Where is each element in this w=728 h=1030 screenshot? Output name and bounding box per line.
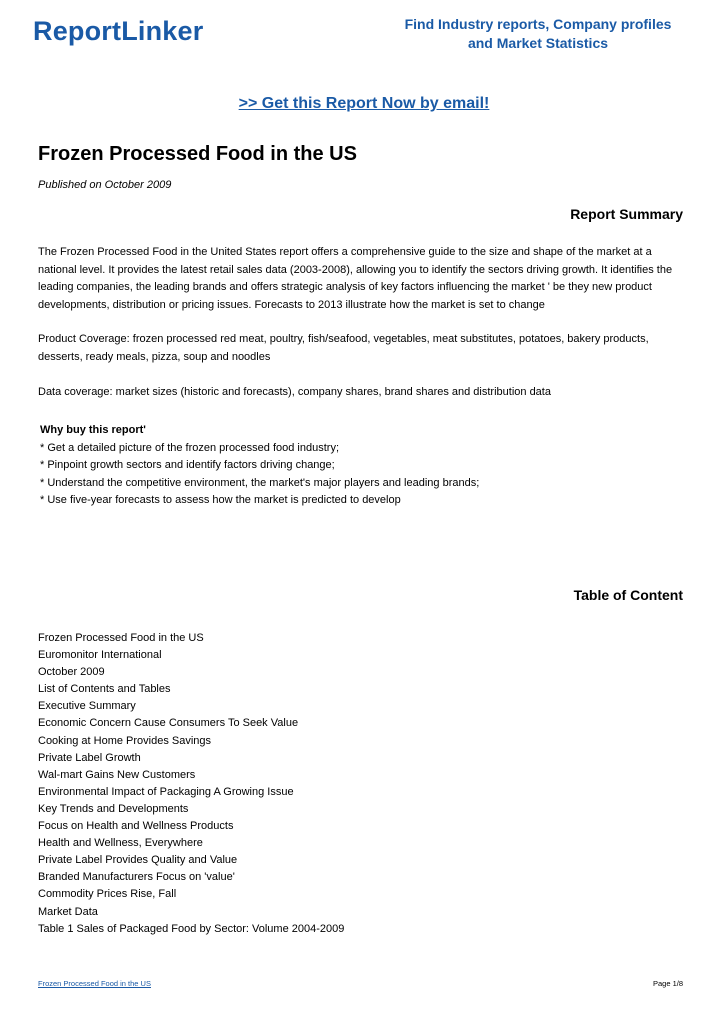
toc-item: Focus on Health and Wellness Products (38, 820, 234, 833)
toc-item: Branded Manufacturers Focus on 'value' (38, 871, 235, 884)
why-buy-heading: Why buy this report' (40, 424, 146, 436)
summary-paragraph-2: Product Coverage: frozen processed red meat, poultry, fish/seafood, vegetables, meat substitutes, potatoes, bakery products, desserts, ready meals, pizza, soup and noodles (38, 333, 649, 363)
summary-paragraph-3: Data coverage: market sizes (historic and forecasts), company shares, brand shares and distribution data (38, 386, 551, 398)
toc-item: Frozen Processed Food in the US (38, 632, 204, 644)
toc-item: Executive Summary (38, 700, 136, 713)
summary-paragraph-1: The Frozen Processed Food in the United States report offers a comprehensive guide to the size and shape of the market at a national level. It provides the latest retail sales data (2003-2008), allowing you to identify the sectors driving growth. It identifies the leading companies, the leading brands and offers strategic analysis of key factors influencing the market ' be they new product developments, distribution or pricing issues. Forecasts to 2013 illustrate how the market is set to change (38, 246, 673, 311)
toc-item: Market Data (38, 905, 98, 918)
document-title: Frozen Processed Food in the US (38, 143, 357, 165)
why-buy-bullet: * Pinpoint growth sectors and identify factors driving change; (40, 459, 335, 471)
tagline-line-1: Find Industry reports, Company profiles (404, 16, 672, 32)
tagline-line-2: and Market Statistics (467, 35, 609, 51)
header-tagline (388, 15, 688, 53)
toc-item: Table 1 Sales of Packaged Food by Sector: Volume 2004-2009 (38, 922, 345, 935)
published-date: Published on October 2009 (38, 179, 172, 191)
toc-item: Cooking at Home Provides Savings (38, 734, 212, 747)
footer-report-link[interactable]: Frozen Processed Food in the US (38, 979, 151, 988)
toc-item: Private Label Growth (38, 751, 141, 764)
toc-item: Environmental Impact of Packaging A Growing Issue (38, 785, 294, 798)
page-number: Page 1/8 (652, 979, 683, 988)
reportlinker-logo[interactable]: ReportLinker (33, 16, 204, 46)
toc-item: Health and Wellness, Everywhere (38, 837, 203, 850)
get-report-link[interactable]: >> Get this Report Now by email! (238, 95, 490, 112)
toc-item: Euromonitor International (38, 649, 162, 662)
why-buy-section (38, 422, 688, 510)
why-buy-bullet: * Get a detailed picture of the frozen processed food industry; (40, 441, 340, 454)
report-summary-heading: Report Summary (570, 206, 683, 222)
toc-item: Private Label Provides Quality and Value (38, 854, 238, 867)
table-of-content-list (38, 630, 344, 938)
toc-item: October 2009 (38, 666, 105, 679)
toc-item: Key Trends and Developments (38, 802, 189, 815)
why-buy-bullet: * Understand the competitive environment, the market's major players and leading brands; (40, 476, 480, 489)
toc-item: Wal-mart Gains New Customers (38, 768, 196, 781)
why-buy-bullet: * Use five-year forecasts to assess how the market is predicted to develop (40, 494, 401, 506)
toc-item: List of Contents and Tables (38, 683, 171, 696)
table-of-content-heading: Table of Content (573, 587, 683, 603)
toc-item: Commodity Prices Rise, Fall (38, 888, 177, 901)
toc-item: Economic Concern Cause Consumers To Seek Value (38, 717, 299, 730)
